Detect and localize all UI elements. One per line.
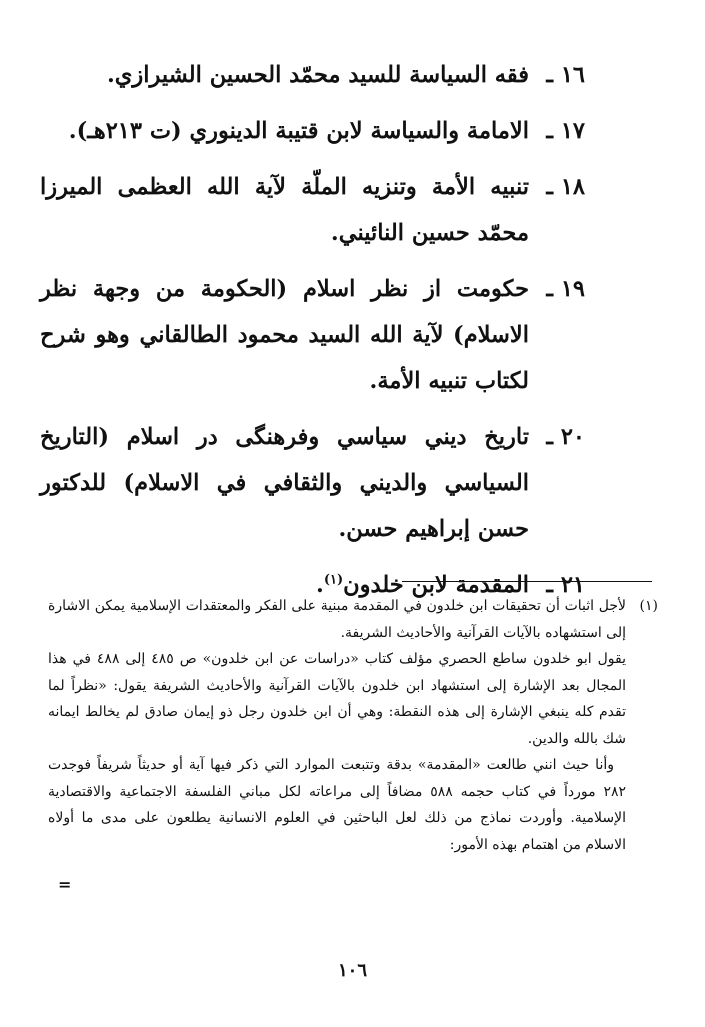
list-item [40, 108, 585, 154]
footnote-paragraph [48, 593, 658, 646]
list-item-number: ٢٠ ـ [546, 424, 585, 450]
footnote-block [48, 593, 658, 858]
list-item-number: ١٨ ـ [546, 174, 585, 200]
footnote-reference[interactable]: (١) [323, 572, 344, 588]
list-item [40, 164, 585, 256]
list-item-number: ١٦ ـ [546, 62, 585, 88]
footnote-paragraph: وأنا حيث انني طالعت «المقدمة» بدقة وتتبعت الموارد التي ذكر فيها آية أو حديثاً شريفاً فوجدت ٢٨٢ مورداً في كتاب حجمه ٥٨٨ مضافاً إلى مراعاته لكل مباني الفلسفة الاجتماعية والاقتصادية الإسلامية. وأوردت نماذج من ذلك لعل الباحثين في العلوم الانسانية يطلعون على مدى ما أولاه الاسلام من اهتمام بهذه الأمور: [48, 757, 626, 853]
list-item-text: تنبيه الأمة وتنزيه الملّة لآية الله العظمى الميرزا محمّد حسين النائيني. [40, 174, 529, 246]
footnote-text: لأجل اثبات أن تحقيقات ابن خلدون في المقدمة مبنية على الفكر والمعتقدات الإسلامية يمكن الاشارة إلى استشهاده بالآيات القرآنية والأحاديث الشريفة. [48, 598, 626, 641]
list-item-period: . [315, 572, 324, 598]
list-item-text: الامامة والسياسة لابن قتيبة الدينوري (ت ٢١٣هـ). [68, 118, 529, 144]
list-item [40, 266, 585, 404]
footnote-separator [402, 581, 652, 582]
footnote-marker: (١) [639, 598, 658, 614]
list-item-number: ٢١ ـ [546, 572, 585, 598]
list-item-number: ١٧ ـ [546, 118, 585, 144]
page-number: ١٠٦ [337, 960, 367, 981]
list-item [40, 414, 585, 552]
list-item-number: ١٩ ـ [546, 276, 585, 302]
reference-list [40, 52, 585, 618]
footnote-paragraph: يقول ابو خلدون ساطع الحصري مؤلف كتاب «دراسات عن ابن خلدون» ص ٤٨٥ إلى ٤٨٨ في هذا المجال بعد الإشارة إلى استشهاد ابن خلدون بالآيات القرآنية والأحاديث الشريفة يقول: «نظراً لما تقدم كله ينبغي الإشارة إلى هذه النقطة: وهي أن ابن خلدون رجل ذو إيمان صادق لم يخالط ايمانه شك بالله والدين. [48, 651, 626, 747]
list-item [40, 52, 585, 98]
continuation-mark: = [58, 875, 72, 894]
list-item-text: تاريخ ديني سياسي وفرهنگى در اسلام (التاريخ السياسي والديني والثقافي في الاسلام) للدكتور حسن إبراهيم حسن. [40, 424, 529, 542]
list-item-text: حكومت از نظر اسلام (الحكومة من وجهة نظر الاسلام) لآية الله السيد محمود الطالقاني وهو شرح لكتاب تنبيه الأمة. [40, 276, 529, 394]
list-item-text: فقه السياسة للسيد محمّد الحسين الشيرازي. [106, 62, 529, 88]
list-item-text: المقدمة لابن خلدون [343, 572, 529, 598]
